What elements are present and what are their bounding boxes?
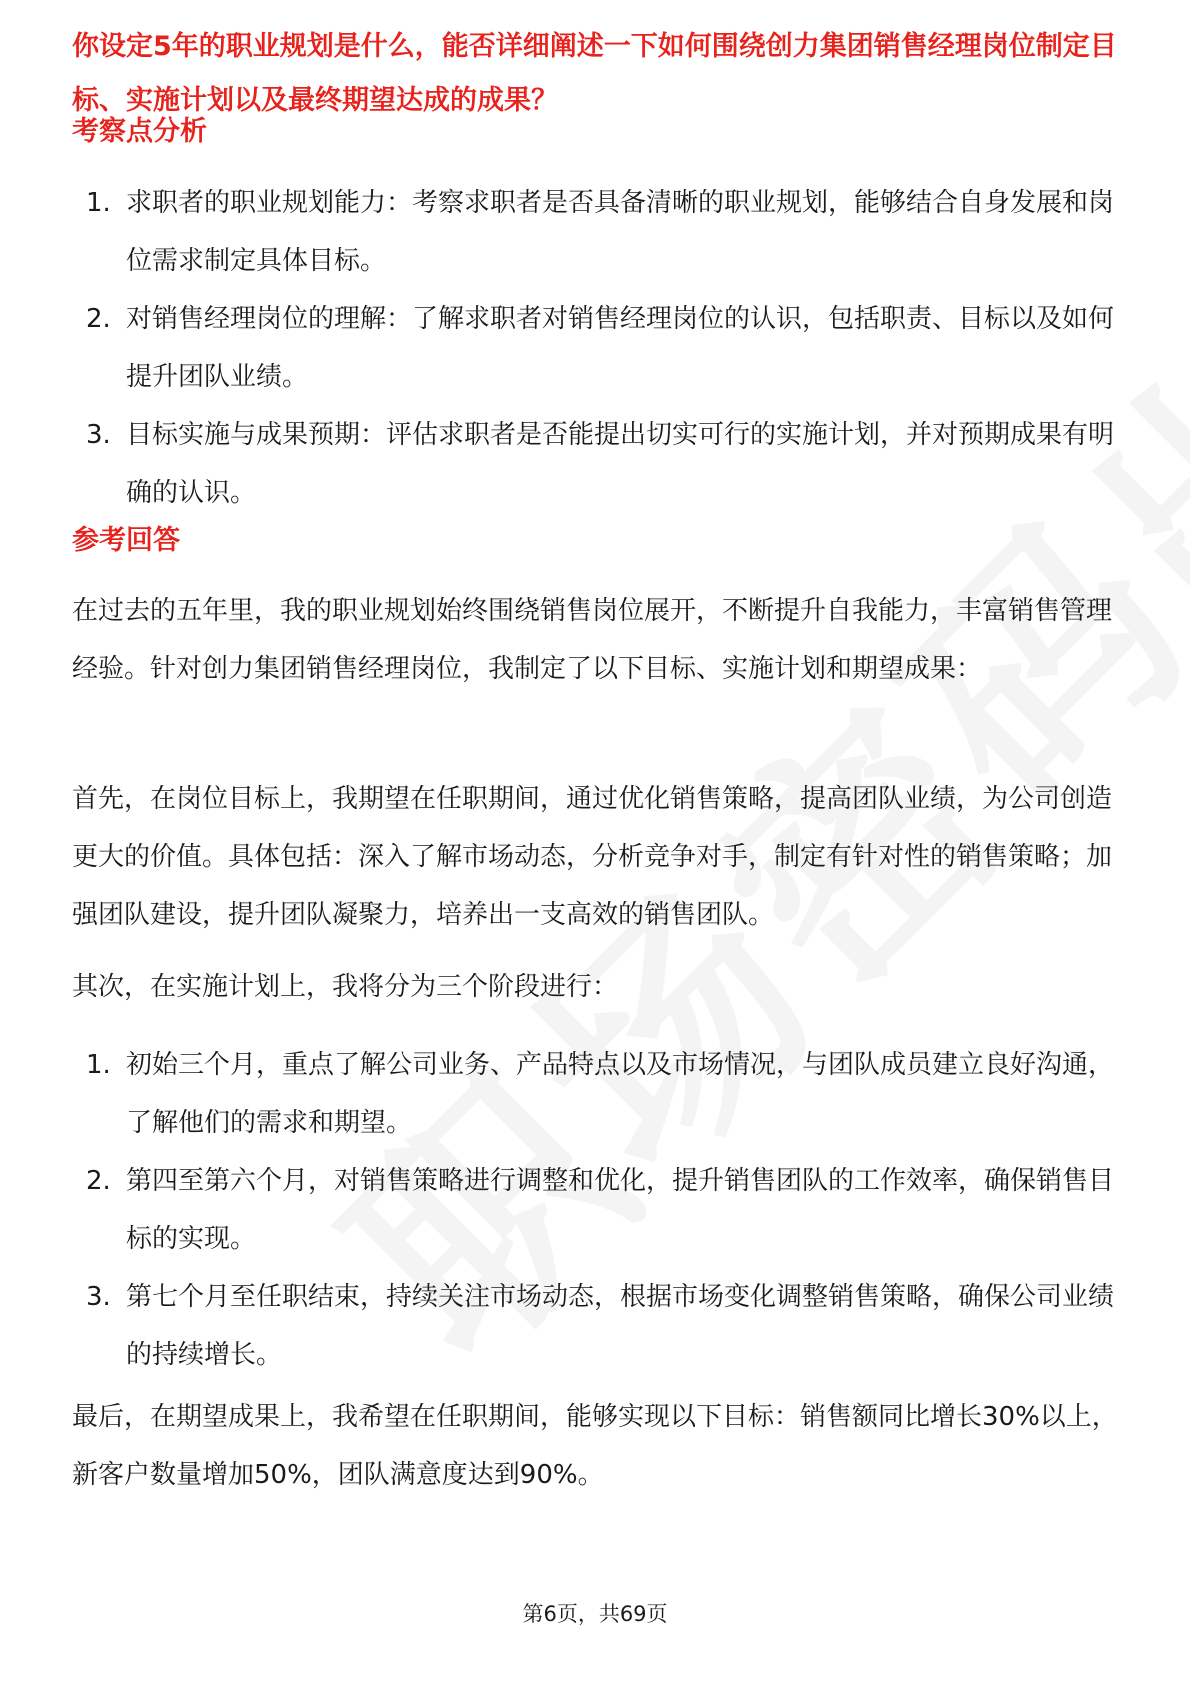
list-item [72, 174, 1118, 290]
answer-intro: 在过去的五年里，我的职业规划始终围绕销售岗位展开，不断提升自我能力，丰富销售管理经验。针对创力集团销售经理岗位，我制定了以下目标、实施计划和期望成果： [72, 596, 1113, 684]
analysis-list [72, 174, 1118, 522]
answer-plan-intro: 其次，在实施计划上，我将分为三个阶段进行： [72, 972, 619, 1002]
answer-title: 参考回答 [72, 525, 180, 556]
list-text: 初始三个月，重点了解公司业务、产品特点以及市场情况，与团队成员建立良好沟通，了解他们的需求和期望。 [126, 1050, 1115, 1138]
list-item [72, 1268, 1118, 1384]
answer-result: 最后，在期望成果上，我希望在任职期间，能够实现以下目标：销售额同比增长30%以上，新客户数量增加50%，团队满意度达到90%。 [72, 1402, 1118, 1490]
list-text: 第四至第六个月，对销售策略进行调整和优化，提升销售团队的工作效率，确保销售目标的实现。 [126, 1166, 1115, 1254]
list-number: 1. [86, 1050, 111, 1080]
list-number: 3. [86, 1282, 111, 1312]
answer-goal: 首先，在岗位目标上，我期望在任职期间，通过优化销售策略，提高团队业绩，为公司创造更大的价值。具体包括：深入了解市场动态，分析竞争对手，制定有针对性的销售策略；加强团队建设，提升团队凝聚力，培养出一支高效的销售团队。 [72, 784, 1113, 930]
list-number: 2. [86, 1166, 111, 1196]
list-item [72, 1152, 1118, 1268]
analysis-title: 考察点分析 [72, 116, 207, 147]
list-number: 3. [86, 420, 111, 450]
list-number: 2. [86, 304, 111, 334]
list-item [72, 290, 1118, 406]
list-text: 求职者的职业规划能力：考察求职者是否具备清晰的职业规划，能够结合自身发展和岗位需求制定具体目标。 [126, 188, 1115, 276]
plan-list [72, 1036, 1118, 1384]
list-number: 1. [86, 188, 111, 218]
list-text: 对销售经理岗位的理解：了解求职者对销售经理岗位的认识，包括职责、目标以及如何提升团队业绩。 [126, 304, 1115, 392]
list-item [72, 1036, 1118, 1152]
question-text: 你设定5年的职业规划是什么，能否详细阐述一下如何围绕创力集团销售经理岗位制定目标、实施计划以及最终期望达成的成果？ [72, 31, 1117, 116]
list-item [72, 406, 1118, 522]
page-number: 第6页，共69页 [522, 1602, 668, 1626]
list-text: 目标实施与成果预期：评估求职者是否能提出切实可行的实施计划，并对预期成果有明确的认识。 [126, 420, 1115, 508]
list-text: 第七个月至任职结束，持续关注市场动态，根据市场变化调整销售策略，确保公司业绩的持续增长。 [126, 1282, 1115, 1370]
